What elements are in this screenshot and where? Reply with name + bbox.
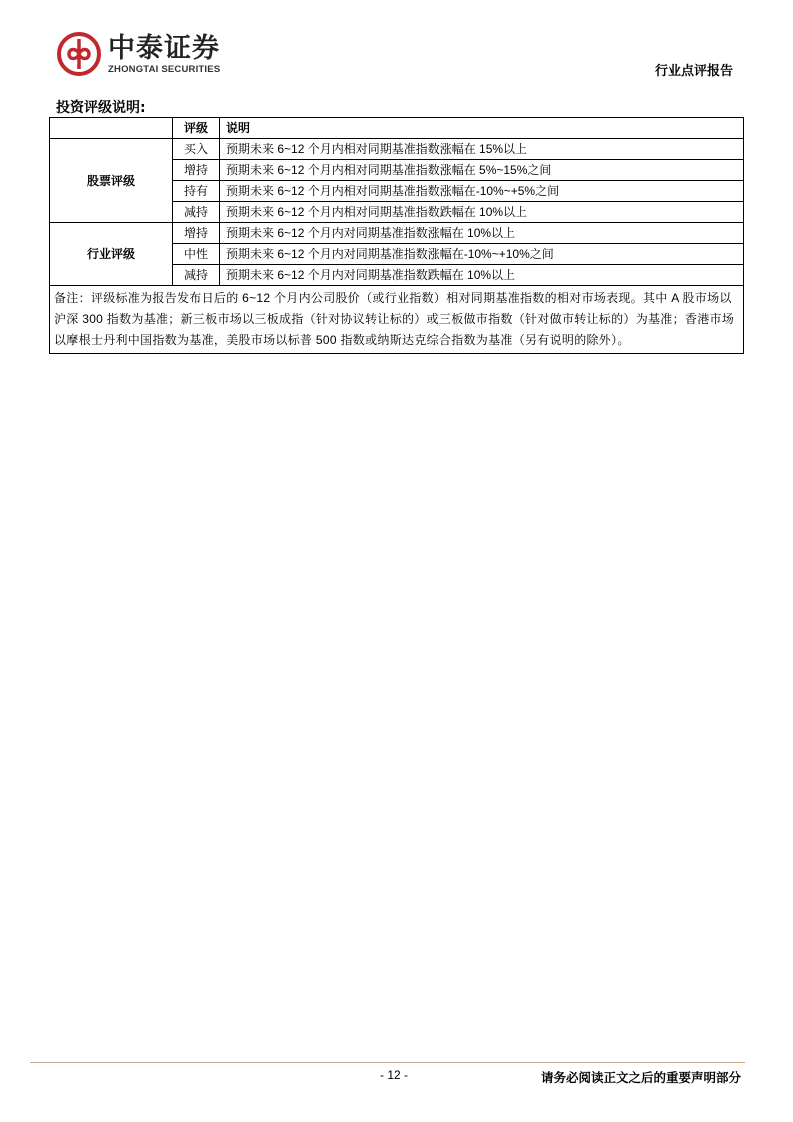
brand-name-en: ZHONGTAI SECURITIES bbox=[108, 63, 221, 75]
rating-cell: 持有 bbox=[173, 181, 220, 202]
table-header-row bbox=[50, 118, 744, 139]
desc-cell: 预期未来 6~12 个月内对同期基准指数涨幅在-10%~+10%之间 bbox=[220, 244, 744, 265]
desc-cell: 预期未来 6~12 个月内对同期基准指数涨幅在 10%以上 bbox=[220, 223, 744, 244]
desc-cell: 预期未来 6~12 个月内相对同期基准指数跌幅在 10%以上 bbox=[220, 202, 744, 223]
desc-cell: 预期未来 6~12 个月内相对同期基准指数涨幅在 15%以上 bbox=[220, 139, 744, 160]
footer-divider bbox=[30, 1062, 745, 1063]
rating-table bbox=[49, 117, 744, 354]
document-type: 行业点评报告 bbox=[654, 64, 733, 79]
rating-cell: 增持 bbox=[173, 160, 220, 181]
rating-cell: 减持 bbox=[173, 265, 220, 286]
group-label: 股票评级 bbox=[50, 139, 173, 223]
desc-cell: 预期未来 6~12 个月内相对同期基准指数涨幅在-10%~+5%之间 bbox=[220, 181, 744, 202]
zhongtai-logo-icon bbox=[56, 31, 102, 77]
rating-cell: 减持 bbox=[173, 202, 220, 223]
group-label: 行业评级 bbox=[50, 223, 173, 286]
note-cell: 备注：评级标准为报告发布日后的 6~12 个月内公司股价（或行业指数）相对同期基准指数的相对市场表现。其中 A 股市场以沪深 300 指数为基准；新三板市场以三板成指（针对协议转让标的）或三板做市指数（针对做市转让标的）为基准；香港市场以摩根士丹利中国指数为基准，美股市场以标普 500 指数或纳斯达克综合指数为基准（另有说明的除外）。 bbox=[50, 286, 744, 354]
note-row bbox=[50, 286, 744, 354]
header-cell-rating: 评级 bbox=[173, 118, 220, 139]
header-cell-desc: 说明 bbox=[220, 118, 744, 139]
header-cell-empty bbox=[50, 118, 173, 139]
desc-cell: 预期未来 6~12 个月内相对同期基准指数涨幅在 5%~15%之间 bbox=[220, 160, 744, 181]
table-row bbox=[50, 139, 744, 160]
rating-cell: 买入 bbox=[173, 139, 220, 160]
page-number: - 12 - bbox=[380, 1068, 409, 1082]
company-logo bbox=[56, 31, 220, 77]
section-title: 投资评级说明: bbox=[56, 100, 146, 116]
desc-cell: 预期未来 6~12 个月内对同期基准指数跌幅在 10%以上 bbox=[220, 265, 744, 286]
brand-name-cn: 中泰证券 bbox=[108, 32, 220, 64]
rating-cell: 增持 bbox=[173, 223, 220, 244]
table-row bbox=[50, 223, 744, 244]
footer-disclaimer: 请务必阅读正文之后的重要声明部分 bbox=[540, 1070, 741, 1085]
rating-cell: 中性 bbox=[173, 244, 220, 265]
